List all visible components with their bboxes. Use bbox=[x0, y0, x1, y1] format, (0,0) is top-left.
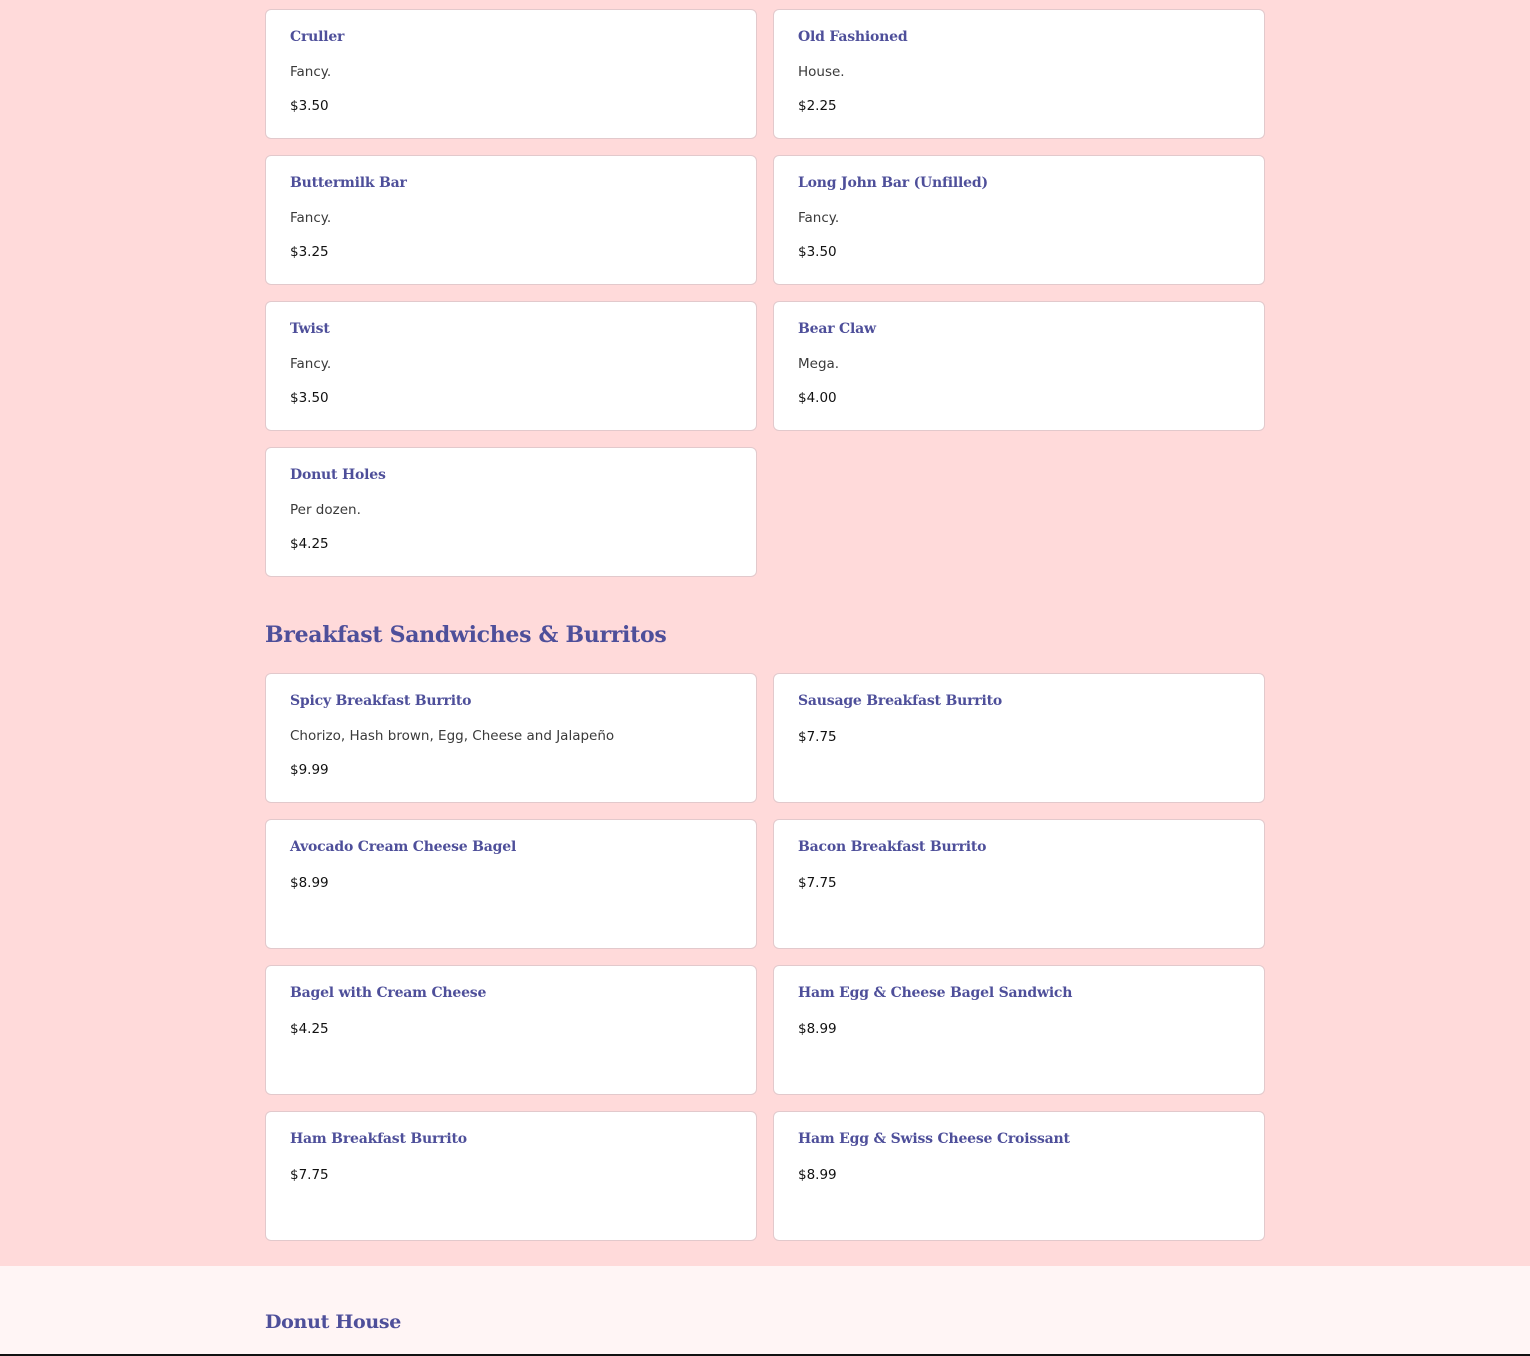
menu-item-price: $3.25 bbox=[290, 244, 329, 260]
menu-item-card[interactable] bbox=[773, 673, 1265, 803]
menu-item-price: $8.99 bbox=[290, 875, 329, 891]
menu-item-name: Old Fashioned bbox=[798, 29, 908, 45]
menu-item-description: Chorizo, Hash brown, Egg, Cheese and Jalapeño bbox=[290, 728, 615, 744]
section-title: Breakfast Sandwiches & Burritos bbox=[265, 622, 667, 648]
menu-item-card[interactable] bbox=[265, 155, 757, 285]
menu-item-name: Bacon Breakfast Burrito bbox=[798, 839, 987, 855]
menu-item-name: Cruller bbox=[290, 29, 345, 45]
menu-item-description: Fancy. bbox=[290, 356, 332, 372]
menu-item-name: Bear Claw bbox=[798, 321, 876, 337]
menu-item-description: Per dozen. bbox=[290, 502, 361, 518]
menu-item-card[interactable] bbox=[773, 155, 1265, 285]
menu-item-card[interactable] bbox=[773, 819, 1265, 949]
menu-item-description: Fancy. bbox=[290, 64, 332, 80]
menu-item-description: Mega. bbox=[798, 356, 840, 372]
menu-item-card[interactable] bbox=[773, 9, 1265, 139]
menu-item-name: Sausage Breakfast Burrito bbox=[798, 693, 1002, 709]
menu-item-card[interactable] bbox=[265, 965, 757, 1095]
footer-brand-name[interactable]: Donut House bbox=[265, 1311, 402, 1333]
menu-item-name: Long John Bar (Unfilled) bbox=[798, 175, 988, 191]
menu-item-price: $4.00 bbox=[798, 390, 837, 406]
menu-item-name: Ham Egg & Cheese Bagel Sandwich bbox=[798, 985, 1073, 1001]
site-footer bbox=[0, 1266, 1530, 1356]
menu-item-name: Bagel with Cream Cheese bbox=[290, 985, 487, 1001]
menu-item-price: $7.75 bbox=[798, 729, 837, 745]
menu-item-card[interactable] bbox=[265, 301, 757, 431]
menu-item-price: $3.50 bbox=[290, 390, 329, 406]
menu-item-card[interactable] bbox=[773, 965, 1265, 1095]
menu-item-price: $4.25 bbox=[290, 536, 329, 552]
menu-item-name: Buttermilk Bar bbox=[290, 175, 407, 191]
menu-item-price: $9.99 bbox=[290, 762, 329, 778]
menu-item-description: Fancy. bbox=[290, 210, 332, 226]
menu-item-price: $2.25 bbox=[798, 98, 837, 114]
menu-item-price: $7.75 bbox=[798, 875, 837, 891]
menu-item-name: Avocado Cream Cheese Bagel bbox=[290, 839, 517, 855]
menu-item-price: $4.25 bbox=[290, 1021, 329, 1037]
menu-item-name: Donut Holes bbox=[290, 467, 386, 483]
menu-item-price: $7.75 bbox=[290, 1167, 329, 1183]
menu-item-card[interactable] bbox=[773, 1111, 1265, 1241]
breakfast-menu-grid bbox=[265, 673, 1265, 1241]
menu-item-card[interactable] bbox=[265, 447, 757, 577]
menu-item-price: $3.50 bbox=[290, 98, 329, 114]
menu-item-name: Ham Breakfast Burrito bbox=[290, 1131, 467, 1147]
menu-item-name: Ham Egg & Swiss Cheese Croissant bbox=[798, 1131, 1070, 1147]
donut-menu-grid bbox=[265, 9, 1265, 577]
menu-content bbox=[265, 9, 1265, 1241]
menu-item-description: House. bbox=[798, 64, 845, 80]
menu-item-price: $8.99 bbox=[798, 1021, 837, 1037]
menu-item-card[interactable] bbox=[773, 301, 1265, 431]
menu-item-name: Twist bbox=[290, 321, 330, 337]
menu-item-card[interactable] bbox=[265, 9, 757, 139]
menu-item-name: Spicy Breakfast Burrito bbox=[290, 693, 472, 709]
menu-item-card[interactable] bbox=[265, 1111, 757, 1241]
menu-item-price: $8.99 bbox=[798, 1167, 837, 1183]
menu-item-price: $3.50 bbox=[798, 244, 837, 260]
menu-item-card[interactable] bbox=[265, 819, 757, 949]
menu-item-description: Fancy. bbox=[798, 210, 840, 226]
menu-item-card[interactable] bbox=[265, 673, 757, 803]
